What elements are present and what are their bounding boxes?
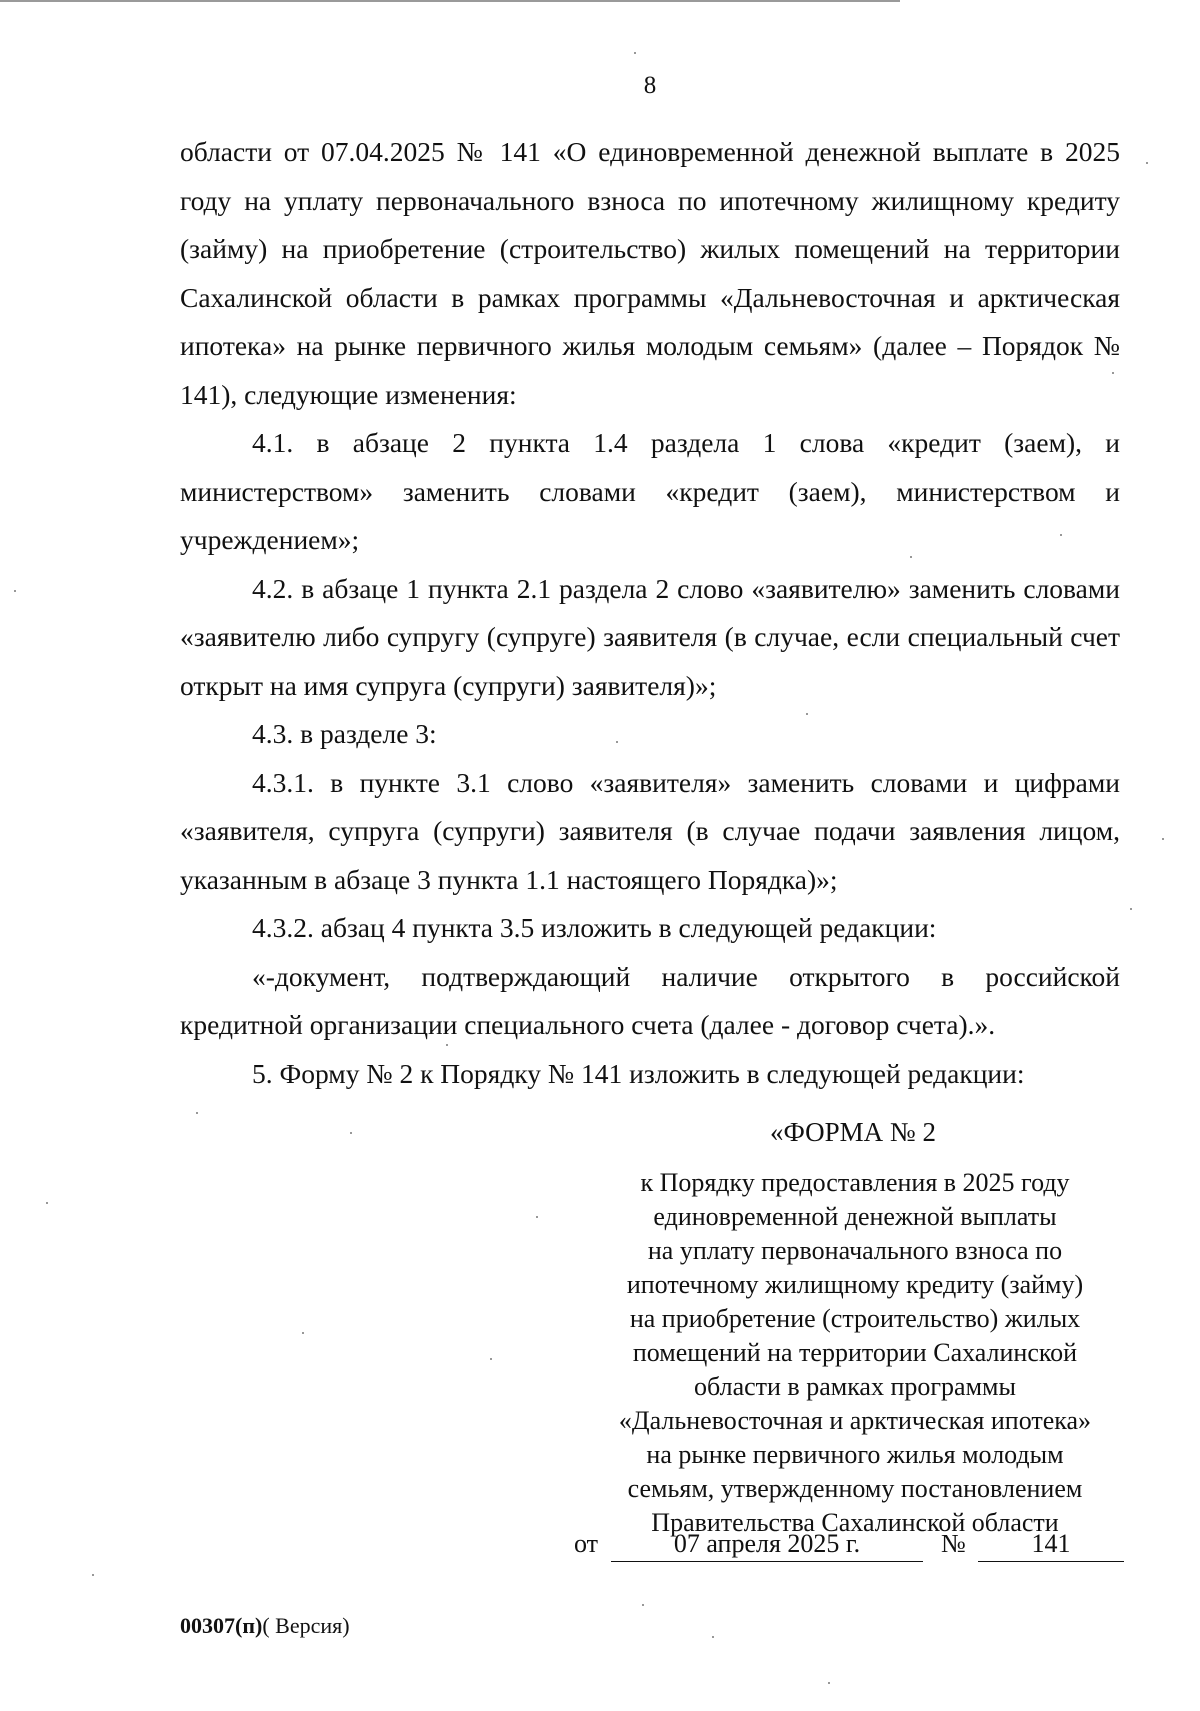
paragraph-quoted-document: «-документ, подтверждающий наличие открытого в российской кредитной организации специального счета (далее - договор счета).». xyxy=(180,960,1120,1040)
scan-speck xyxy=(92,1574,94,1576)
scan-speck xyxy=(642,1604,644,1606)
paragraph-4-3: 4.3. в разделе 3: xyxy=(252,718,437,749)
scan-speck xyxy=(1060,534,1062,536)
date-value: 07 апреля 2025 г. xyxy=(611,1527,923,1562)
page-number: 8 xyxy=(643,72,657,99)
form-caption-line: на рынке первичного жилья молодым xyxy=(646,1440,1064,1469)
form-caption-line: на уплату первоначального взноса по xyxy=(647,1236,1063,1265)
date-label: от xyxy=(574,1529,599,1558)
paragraph-4-3-1: 4.3.1. в пункте 3.1 слово «заявителя» заменить словами и цифрами «заявителя, супруга (супруги) заявителя (в случае подачи заявления лицом, указанным в абзаце 3 пункта 1.1 настоящего Порядка)»; xyxy=(180,766,1120,895)
scan-speck xyxy=(712,1636,714,1638)
form-caption-line: области в рамках программы xyxy=(694,1372,1016,1401)
scan-speck xyxy=(490,1358,492,1360)
form-caption-line: помещений на территории Сахалинской xyxy=(632,1338,1078,1367)
paragraph-4-1: 4.1. в абзаце 2 пункта 1.4 раздела 1 слова «кредит (заем), и министерством» заменить словами «кредит (заем), министерством и учреждением»; xyxy=(180,427,1120,555)
paragraph-4-2: 4.2. в абзаце 1 пункта 2.1 раздела 2 слово «заявителю» заменить словами «заявителю либо супругу (супруге) заявителя (в случае, если специальный счет открыт на имя супруга (супруги) заявителя)»; xyxy=(180,572,1120,701)
scan-speck xyxy=(828,1682,830,1684)
paragraph-intro: области от 07.04.2025 № 141 «О единовременной денежной выплате в 2025 году на уплату первоначального взноса по ипотечному жилищному кредиту (займу) на приобретение (строительство) жилых помещений на территории Сахалинской области в рамках программы «Дальневосточная и арктическая ипотека» на рынке первичного жилья молодым семьям» (далее – Порядок № 141), следующие изменения: xyxy=(180,136,1120,410)
paragraph-4-3-2: 4.3.2. абзац 4 пункта 3.5 изложить в следующей редакции: xyxy=(252,912,937,943)
form-caption-line: Правительства Сахалинской области xyxy=(651,1508,1059,1537)
scan-edge-line xyxy=(0,0,900,2)
scan-speck xyxy=(616,741,618,743)
scan-speck xyxy=(634,52,636,54)
form-title: «ФОРМА № 2 xyxy=(770,1117,936,1147)
footer-version: ( Версия) xyxy=(262,1613,350,1638)
scan-speck xyxy=(46,1202,48,1204)
scan-speck xyxy=(1112,372,1114,374)
scan-speck xyxy=(446,1044,448,1046)
footer-document-code xyxy=(180,1613,350,1639)
scan-speck xyxy=(196,1112,198,1114)
paragraph-5: 5. Форму № 2 к Порядку № 141 изложить в следующей редакции: xyxy=(252,1057,1025,1089)
scan-speck xyxy=(1146,162,1148,164)
scan-speck xyxy=(1130,908,1132,910)
scan-speck xyxy=(806,713,808,715)
form-caption-line: «Дальневосточная и арктическая ипотека» xyxy=(618,1406,1092,1435)
form-date-number-row xyxy=(574,1527,1124,1563)
number-value: 141 xyxy=(978,1527,1124,1562)
scan-speck xyxy=(910,556,912,558)
scan-speck xyxy=(14,590,16,592)
scan-speck xyxy=(1162,838,1164,840)
form-caption-line: ипотечному жилищному кредиту (займу) xyxy=(626,1270,1084,1299)
scan-speck xyxy=(536,1216,538,1218)
scan-speck xyxy=(350,1132,352,1134)
document-body xyxy=(180,128,1120,1098)
form-caption-line: на приобретение (строительство) жилых xyxy=(629,1304,1081,1333)
form-caption-line: семьям, утвержденному постановлением xyxy=(627,1474,1083,1503)
footer-code: 00307(п) xyxy=(180,1613,263,1638)
form-caption xyxy=(590,1166,1120,1540)
form-caption-line: единовременной денежной выплаты xyxy=(653,1202,1057,1231)
number-label: № xyxy=(941,1529,966,1558)
form-caption-line: к Порядку предоставления в 2025 году xyxy=(640,1168,1070,1197)
scan-speck xyxy=(302,1332,304,1334)
